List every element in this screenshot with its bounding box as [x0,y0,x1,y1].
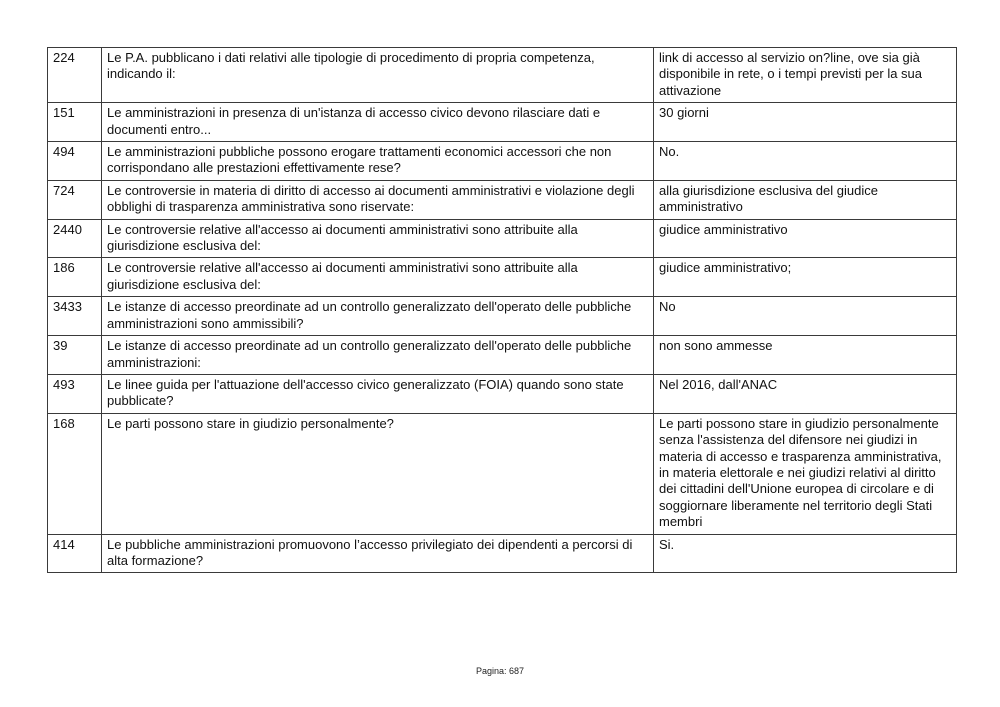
answer-text: No. [654,142,957,181]
answer-text: giudice amministrativo; [654,258,957,297]
question-text: Le controversie relative all'accesso ai documenti amministrativi sono attribuite alla giurisdizione esclusiva del: [102,219,654,258]
table-row [48,48,957,103]
table-row [48,258,957,297]
question-id: 724 [48,180,102,219]
question-text: Le controversie in materia di diritto di accesso ai documenti amministrativi e violazione degli obblighi di trasparenza amministrativa sono riservate: [102,180,654,219]
question-text: Le istanze di accesso preordinate ad un controllo generalizzato dell'operato delle pubbliche amministrazioni sono ammissibili? [102,297,654,336]
table-row [48,534,957,573]
question-id: 3433 [48,297,102,336]
table-row [48,219,957,258]
table-row [48,374,957,413]
question-text: Le amministrazioni in presenza di un'istanza di accesso civico devono rilasciare dati e documenti entro... [102,103,654,142]
question-text: Le P.A. pubblicano i dati relativi alle tipologie di procedimento di propria competenza, indicando il: [102,48,654,103]
table-row [48,336,957,375]
question-id: 493 [48,374,102,413]
question-id: 39 [48,336,102,375]
answer-text: 30 giorni [654,103,957,142]
question-id: 414 [48,534,102,573]
table-row [48,297,957,336]
question-text: Le pubbliche amministrazioni promuovono l’accesso privilegiato dei dipendenti a percorsi di alta formazione? [102,534,654,573]
answer-text: link di accesso al servizio on?line, ove sia già disponibile in rete, o i tempi previsti per la sua attivazione [654,48,957,103]
table-row [48,103,957,142]
answer-text: No [654,297,957,336]
question-id: 2440 [48,219,102,258]
table-row [48,180,957,219]
table-row [48,142,957,181]
question-text: Le istanze di accesso preordinate ad un controllo generalizzato dell'operato delle pubbliche amministrazioni: [102,336,654,375]
question-text: Le controversie relative all'accesso ai documenti amministrativi sono attribuite alla giurisdizione esclusiva del: [102,258,654,297]
answer-text: non sono ammesse [654,336,957,375]
question-text: Le amministrazioni pubbliche possono erogare trattamenti economici accessori che non corrispondano alle prestazioni effettivamente rese? [102,142,654,181]
page-number: Pagina: 687 [475,666,525,676]
question-id: 494 [48,142,102,181]
question-text: Le linee guida per l'attuazione dell'accesso civico generalizzato (FOIA) quando sono state pubblicate? [102,374,654,413]
question-id: 224 [48,48,102,103]
table-row [48,413,957,534]
answer-text: giudice amministrativo [654,219,957,258]
answer-text: Nel 2016, dall'ANAC [654,374,957,413]
question-id: 168 [48,413,102,534]
answer-text: alla giurisdizione esclusiva del giudice amministrativo [654,180,957,219]
question-id: 151 [48,103,102,142]
question-id: 186 [48,258,102,297]
answer-text: Le parti possono stare in giudizio personalmente senza l'assistenza del difensore nei giudizi in materia di accesso e trasparenza amministrativa, in materia elettorale e nei giudizi relativi al diritto dei cittadini dell'Unione europea di circolare e di soggiornare liberamente nel territorio degli Stati membri [654,413,957,534]
quiz-table [47,47,957,573]
question-text: Le parti possono stare in giudizio personalmente? [102,413,654,534]
answer-text: Si. [654,534,957,573]
